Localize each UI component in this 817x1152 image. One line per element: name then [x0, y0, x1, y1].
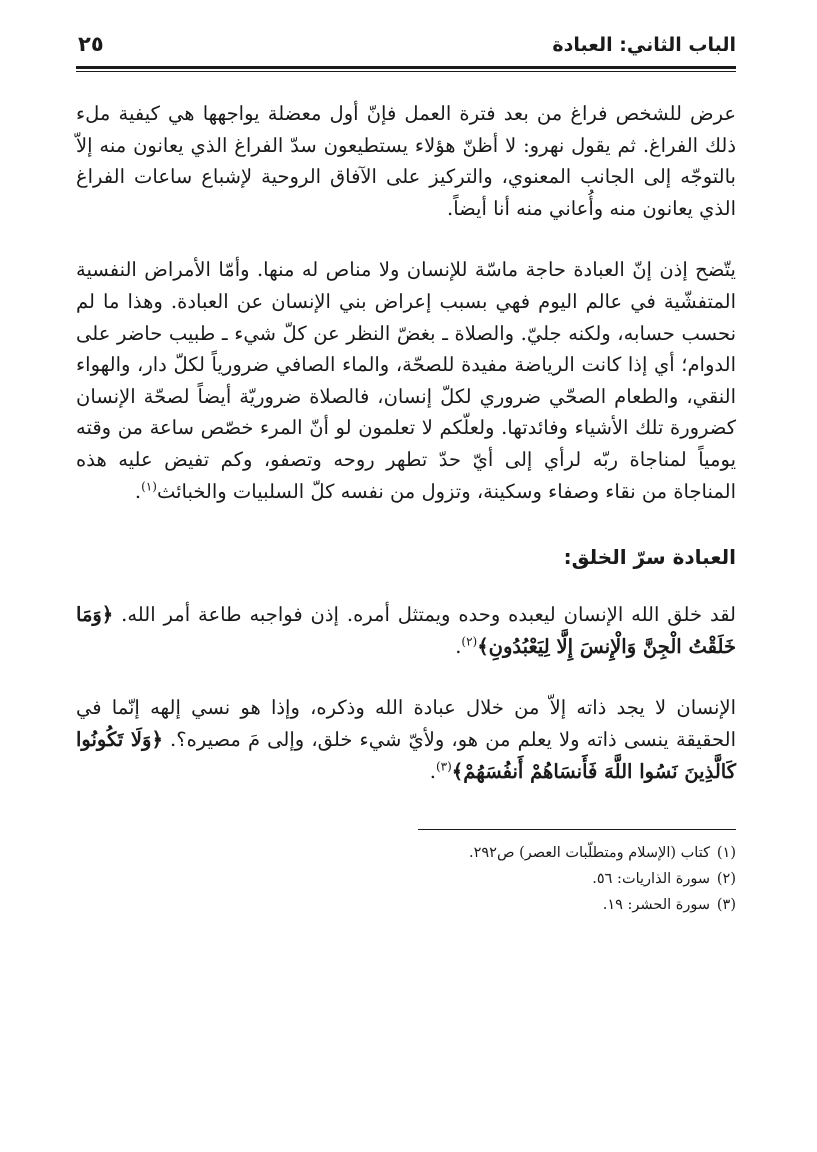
footnote-text: سورة الذاريات: ٥٦.	[592, 871, 710, 888]
paragraph-4: الإنسان لا يجد ذاته إلاّ من خلال عبادة الله وذكره، وإذا هو نسي إلهه إنّما في الحقيقة ينسى ذاته ولا يعلم من هو، ولأيّ شيء خلق، وإلى مَ مصيره؟. ﴿وَلَا تَكُونُوا كَالَّذِينَ نَسُوا اللَّهَ فَأَنسَاهُمْ أَنفُسَهُمْ﴾$^{(٣)}$.	[76, 696, 736, 783]
page-number: ٢٥	[78, 32, 104, 56]
paragraph-3: لقد خلق الله الإنسان ليعبده وحده ويمتثل أمره. إذن فواجبه طاعة أمر الله. ﴿وَمَا خَلَقْتُ الْجِنَّ وَالْإِنسَ إِلَّا لِيَعْبُدُونِ﴾$^{(٢)}$.	[76, 603, 737, 658]
book-page	[76, 28, 737, 914]
footnote-ref-1[interactable]: (١)	[141, 479, 157, 494]
paragraph-4-text: الإنسان لا يجد ذاته إلاّ من خلال عبادة الله وذكره، وإذا هو نسي إلهه إنّما في الحقيقة ينسى ذاته ولا يعلم من هو، ولأيّ شيء خلق، وإلى مَ مصيره؟.	[76, 696, 736, 751]
paragraph-3-text: لقد خلق الله الإنسان ليعبده وحده ويمتثل أمره. إذن فواجبه طاعة أمر الله.	[121, 603, 737, 627]
footnote-text: سورة الحشر: ١٩.	[602, 897, 710, 914]
footnote-ref-2[interactable]: (٢)	[461, 634, 478, 649]
footnote-number: (١)	[716, 845, 736, 862]
header-rule-thin	[76, 71, 736, 72]
chapter-title: الباب الثاني: العبادة	[552, 34, 736, 56]
running-header	[76, 28, 736, 62]
footnote-divider	[418, 829, 736, 830]
paragraph-1: عرض للشخص فراغ من بعد فترة العمل فإنّ أول معضلة يواجهها هي كيفية ملء ذلك الفراغ. ثم يقول نهرو: لا أظنّ هؤلاء يستطيعون سدّ الفراغ الذي يعانون منه إلاّ بالتوجّه إلى الجانب المعنوي، والتركيز على الآفاق الروحية لإشباع ساعات الفراغ الذي يعانون منه وأُعاني منه أنا أيضاً.	[76, 102, 736, 220]
paragraph-2: يتّضح إذن إنّ العبادة حاجة ماسّة للإنسان ولا مناص له منها. وأمّا الأمراض النفسية المتفشّية في عالم اليوم فهي بسبب إعراض بني الإنسان عن العبادة. وهذا ما لم نحسب حسابه، ولكنه جليّ. والصلاة ـ بغضّ النظر عن كلّ شيء ـ طبيب حاضر على الدوام؛ أي إذا كانت الرياضة مفيدة للصحّة، والماء الصافي ضرورياً لكلّ دار، والهواء النقي، والطعام الصحّي ضروري لكلّ إنسان، فالصلاة ضروريّة أيضاً لصحّة الإنسان كضرورة تلك الأشياء وفائدتها. ولعلّكم لا تعلمون لو أنّ المرء خصّص ساعة من وقته يومياً لمناجاة ربّه لرأي إلى أيّ حدّ تطهر روحه وتصفو، وكم تفيض عليه هذه المناجاة من نقاء وصفاء وسكينة، وتزول من نفسه كلّ السلبيات والخبائث$^{(١)}$.	[76, 258, 736, 503]
section-heading: العبادة سرّ الخلق:	[563, 545, 736, 570]
header-rule-thick	[76, 66, 736, 69]
footnotes	[76, 840, 736, 918]
quran-verse-1: ﴿وَمَا خَلَقْتُ الْجِنَّ وَالْإِنسَ إِلَّا لِيَعْبُدُونِ﴾	[76, 603, 736, 658]
footnote-2	[76, 866, 736, 892]
footnote-number: (٢)	[716, 871, 736, 888]
footnote-ref-3[interactable]: (٣)	[435, 759, 452, 773]
page-body	[76, 98, 736, 918]
footnote-number: (٣)	[716, 897, 736, 914]
footnote-3	[76, 892, 736, 918]
footnote-1	[76, 840, 736, 866]
paragraph-2-text: يتّضح إذن إنّ العبادة حاجة ماسّة للإنسان ولا مناص له منها. وأمّا الأمراض النفسية المتفشّية في عالم اليوم فهي بسبب إعراض بني الإنسان عن العبادة. وهذا ما لم نحسب حسابه، ولكنه جليّ. والصلاة ـ بغضّ النظر عن كلّ شيء ـ طبيب حاضر على الدوام؛ أي إذا كانت الرياضة مفيدة للصحّة، والماء الصافي ضرورياً لكلّ دار، والهواء النقي، والطعام الصحّي ضروري لكلّ إنسان، فالصلاة ضروريّة أيضاً لصحّة الإنسان كضرورة تلك الأشياء وفائدتها. ولعلّكم لا تعلمون لو أنّ المرء خصّص ساعة من وقته يومياً لمناجاة ربّه لرأي إلى أيّ حدّ تطهر روحه وتصفو، وكم تفيض عليه هذه المناجاة من نقاء وصفاء وسكينة، وتزول من نفسه كلّ السلبيات والخبائث	[76, 258, 736, 503]
quran-verse-2: ﴿وَلَا تَكُونُوا كَالَّذِينَ نَسُوا اللَّهَ فَأَنسَاهُمْ أَنفُسَهُمْ﴾	[76, 727, 736, 783]
footnote-text: كتاب (الإسلام ومتطلّبات العصر) ص٢٩٢.	[469, 845, 710, 862]
